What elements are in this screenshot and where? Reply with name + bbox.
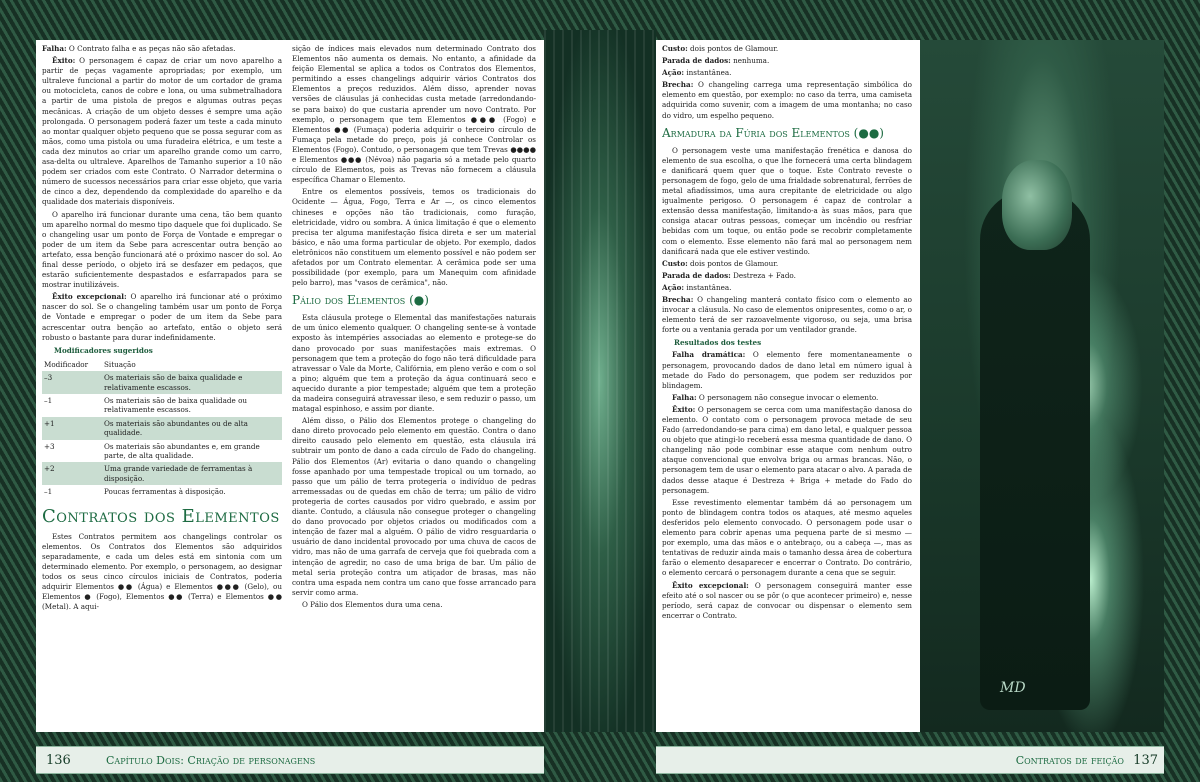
paragraph: Esse revestimento elementar também dá ao personagem um ponto de blindagem contra todos os ataques, até mesmo aqueles desferidos pelo elemento convocado. O personagem pode usar o elemento para cobrir apenas uma pequena parte de si mesmo — por exemplo, uma das mãos e o antebraço, ou a cabeça —, mas as tentativas de reduzir ainda mais o tamanho dessa área de cobertura farão o elemento desaparecer e encerrar o Contrato. Do contrário, o elemento cercará o personagem durante a cena que se seguir. (662, 497, 912, 578)
paragraph: Entre os elementos possíveis, temos os tradicionais do Ocidente — Água, Fogo, Terra e Ar —, os cinco elementos chineses e opções não tão tradicionais, como furação, eletricidade, vidro ou sombra. A única limitação é que o elemento precisa ter alguma manifestação física direta e ser um material básico, e não uma forma particular de objeto. Por exemplo, dados eletrônicos não constituem um elemento possível e não podem ser afetados por um Contrato elementar. A cerâmica pode ser uma possibilidade (por exemplo, para um Manequim com afinidade pelo barro), mas "vasos de cerâmica", não. (292, 187, 536, 288)
table-title: Modificadores sugeridos (54, 345, 153, 355)
figure-head (1002, 160, 1072, 250)
page-number: 137 (1133, 753, 1158, 768)
paragraph: Brecha: O changeling carrega uma representação simbólica do elemento em questão, por exemplo: no caso da terra, uma camiseta adquirida como suvenir, com a imagem de uma montanha; no caso do vidro, um espelho pequeno. (662, 80, 912, 120)
subsection-heading: Pálio dos Elementos (●) (292, 293, 429, 308)
paragraph: Estes Contratos permitem aos changelings controlar os elementos. Os Contratos dos Elementos são adquiridos separadamente, e cada um deles está em sintonia com um determinado elemento. Por exemplo, o personagem, ao designar todos os seus cinco círculos iniciais de Contratos, poderia adquirir Elementos ●● (Água) e Elementos ●●● (Gelo), ou Elementos ● (Fogo), Elementos ●● (Terra) e Elementos ●● (Metal). A aqui- (42, 531, 282, 612)
paragraph: Êxito: O personagem se cerca com uma manifestação danosa do elemento. O contato com o personagem provoca metade de seu Fado (arredondando-se para cima) em dano letal, e qualquer pessoa ou objeto que atingi-lo receberá essa mesma quantidade de dano. O changeling não pode combinar esse ataque com nenhum outro ataque convencional que envolva briga ou armas brancas. Não, o personagem tem de usar o elemento para atacar o alvo. A parada de dados desse ataque é Destreza + Briga + metade do Fado do personagem. (662, 404, 912, 495)
left-column-1 (42, 44, 282, 726)
table-row: –1 Os materiais são de baixa qualidade ou relativamente escassos. (44, 396, 248, 415)
running-title: Contratos de feição (1015, 754, 1124, 767)
footer-left (36, 750, 544, 772)
paragraph: O personagem veste uma manifestação frenética e danosa do elemento de sua escolha, o que lhe fornecerá uma certa blindagem e danificará quem quer que o toque. Este Contrato reveste o personagem de fogo, gelo de uma frialdade sobrenatural, ferrões de metal afiadíssimos, uma aura crepitante de eletricidade ou algo igualmente perigoso. O personagem é capaz de controlar a extensão dessa manifestação, limitando-a às suas mãos, para que consiga atacar outras pessoas, começar um incêndio ou resfriar bebidas com um toque, ou então pode se recobrir completamente com o elemento. Esse elemento não fará mal ao personagem nem danificará nada que ele estiver vestindo. (662, 145, 912, 256)
right-page (656, 40, 1164, 732)
paragraph: Êxito: O personagem é capaz de criar um novo aparelho a partir de peças vagamente apropriadas; por exemplo, um ultraleve funcional a partir do motor de um cortador de grama ou motocicleta, canos de cobre e lona, ou uma submetralhadora a partir de uma pistola de pregos e algumas outras peças mecânicas. A criação de um objeto desses é sempre uma ação prolongada. O personagem poderá fazer um teste a cada minuto ao montar qualquer objeto pequeno que se possa segurar com as mãos, como uma pistola ou uma furadeira elétrica, e um teste a cada dez minutos ao criar um aparelho grande como um carro, asa-delta ou ultraleve. Aparelhos de Tamanho superior a 10 não podem ser criados com este Contrato. O Narrador determina o número de sucessos necessários para criar esse objeto, que varia de cinco a dez, dependendo da complexidade do aparelho e da qualidade dos materiais disponíveis. (42, 56, 282, 207)
table-header: Modificador Situação (44, 359, 136, 369)
paragraph: Falha dramática: O elemento fere momentaneamente o personagem, provocando dados de dano letal em número igual à metade do Fado do personagem, que podem ser reduzidos por blindagem. (662, 350, 912, 390)
table-row: –1 Poucas ferramentas à disposição. (44, 487, 226, 497)
paragraph: Esta cláusula protege o Elemental das manifestações naturais de um único elemento qualquer. O changeling sente-se à vontade exposto às intempéries associadas ao elemento e protege-se do dano provocado por suas manifestações mais extremas. O personagem que tem a proteção do fogo não terá dificuldade para atravessar o Vale da Morte, Califórnia, em pleno verão e com o sol a pino; alguém que tem a proteção da água continuará seco e aquecido durante a pior tempestade; alguém que tem a proteção da madeira conseguirá atravessar ileso, e sem reduzir o passo, um matagal espinhoso, e assim por diante. (292, 313, 536, 414)
left-page (36, 40, 544, 732)
table-row: +1 Os materiais são abundantes ou de alta qualidade. (42, 417, 282, 440)
paragraph: Brecha: O changeling manterá contato físico com o elemento ao invocar a cláusula. No caso de elementos onipresentes, como o ar, o elemento terá de ser razoavelmente vigoroso, ou seja, uma brisa forte ou a ventania gerada por um ventilador grande. (662, 294, 912, 335)
table-row: +3 Os materiais são abundantes e, em grande parte, de alta qualidade. (44, 441, 260, 461)
paragraph: Parada de dados: nenhuma. (662, 56, 770, 66)
paragraph: Falha: O personagem não consegue invocar o elemento. (672, 392, 879, 402)
paragraph: Além disso, o Pálio dos Elementos protege o changeling do dano direto provocado pelo elemento em questão. Contra o dano direito causado pelo elemento em questão, esta cláusula irá subtrair um ponto de dano a cada círculo de Fado do changeling. Pálio dos Elementos (Ar) evitaria o dano quando o changeling fosse apanhado por uma tempestade tropical ou um tornado, ao passo que um pálio de terra protegeria o indivíduo de pedras arremessadas ou de quedas em chão de terra; um pálio de vidro protegeria de cortes causados por vidro quebrado, e assim por diante. Contudo, a cláusula não consegue proteger o changeling do dano provocado por objetos criados ou modificados com a intenção de fazer mal a alguém. O pálio de vidro resguardaria o usuário de dano incidental provocado por uma chuva de cacos de vidro, mas não de uma garrafa de cerveja que foi quebrada com a intenção de agredir, no caso de uma briga de bar. Um pálio de metal seria proteção contra um atiçador de brasas, mas não contra uma espada nem contra um cano que fosse arrancado para servir como arma. (292, 416, 536, 597)
results-heading: Resultados dos testes (674, 338, 762, 348)
table-row: +2 Uma grande variedade de ferramentas à disposição. (42, 462, 282, 485)
subsection-heading: Armadura da Fúria dos Elementos (●●) (662, 125, 884, 140)
page-number: 136 (46, 753, 71, 768)
left-column-2 (292, 44, 536, 726)
right-column (662, 44, 912, 726)
paragraph: sição de índices mais elevados num determinado Contrato dos Elementos não aumenta os demais. No entanto, a afinidade da feição Elemental se aplica a todos os Contratos dos Elementos, permitindo a esses changelings adquirir vários Contratos dos Elementos a preços reduzidos. Além disso, aprender novas versões de cláusulas já conhecidas custa metade (arredondando-se para baixo) do que custaria aprender um novo Contrato. Por exemplo, o personagem que tem Elementos ●●● (Fogo) e Elementos ●● (Fumaça) poderia adquirir o terceiro círculo de Fumaça pela metade do preço, pois já conhece Controlar os Elementos (Fogo). Contudo, o personagem que tem Trevas ●●●● e Elementos ●●● (Névoa) não pagaria só a metade pelo quarto círculo de Elementos, pois as Trevas não fornecem a cláusula específica Chamar o Elemento. (292, 44, 536, 185)
footer-right (656, 750, 1164, 772)
artist-signature: MD (1000, 680, 1026, 696)
paragraph: O aparelho irá funcionar durante uma cena, tão bem quanto um aparelho normal do mesmo tipo daquele que foi duplicado. Se o changeling usar um ponto de Força de Vontade e empregar o poder de um item da Sebe para acrescentar outra benção ao artefato, essa benção funcionará até o próximo nascer do sol. Ao final desse período, o objeto irá se desfazer em pedaços, que estarão suficientemente despastados e esfarrapados para se mostrar inutilizáveis. (42, 209, 282, 290)
character-illustration (920, 40, 1164, 732)
paragraph: Ação: instantânea. (662, 68, 732, 78)
paragraph: Êxito excepcional: O personagem conseguirá manter esse efeito até o sol nascer ou se pôr (o que acontecer primeiro) e, nesse período, será capaz de convocar ou dispensar o elemento sem encerrar o Contrato. (662, 580, 912, 620)
paragraph: Falha: O Contrato falha e as peças não são afetadas. (42, 44, 236, 53)
paragraph: Êxito excepcional: O aparelho irá funcionar até o próximo nascer do sol. Se o changeling também usar um ponto de Força de Vontade e empregar o poder de um item da Sebe para acrescentar outra benção ao artefato, então o objeto será robusto o bastante para durar indefinidamente. (42, 292, 282, 342)
running-title: Capítulo Dois: Criação de personagens (106, 754, 316, 767)
paragraph: Custo: dois pontos de Glamour. (662, 258, 779, 268)
paragraph: O Pálio dos Elementos dura uma cena. (302, 599, 443, 609)
section-heading: Contratos dos Elementos (42, 505, 280, 527)
paragraph: Parada de dados: Destreza + Fado. (662, 270, 796, 280)
center-ornament (544, 30, 656, 732)
paragraph: Ação: instantânea. (662, 282, 732, 292)
paragraph: Custo: dois pontos de Glamour. (662, 44, 779, 53)
table-row: –3 Os materiais são de baixa qualidade e relativamente escassos. (42, 371, 282, 394)
figure-body (980, 190, 1090, 710)
modifiers-table (42, 358, 282, 499)
